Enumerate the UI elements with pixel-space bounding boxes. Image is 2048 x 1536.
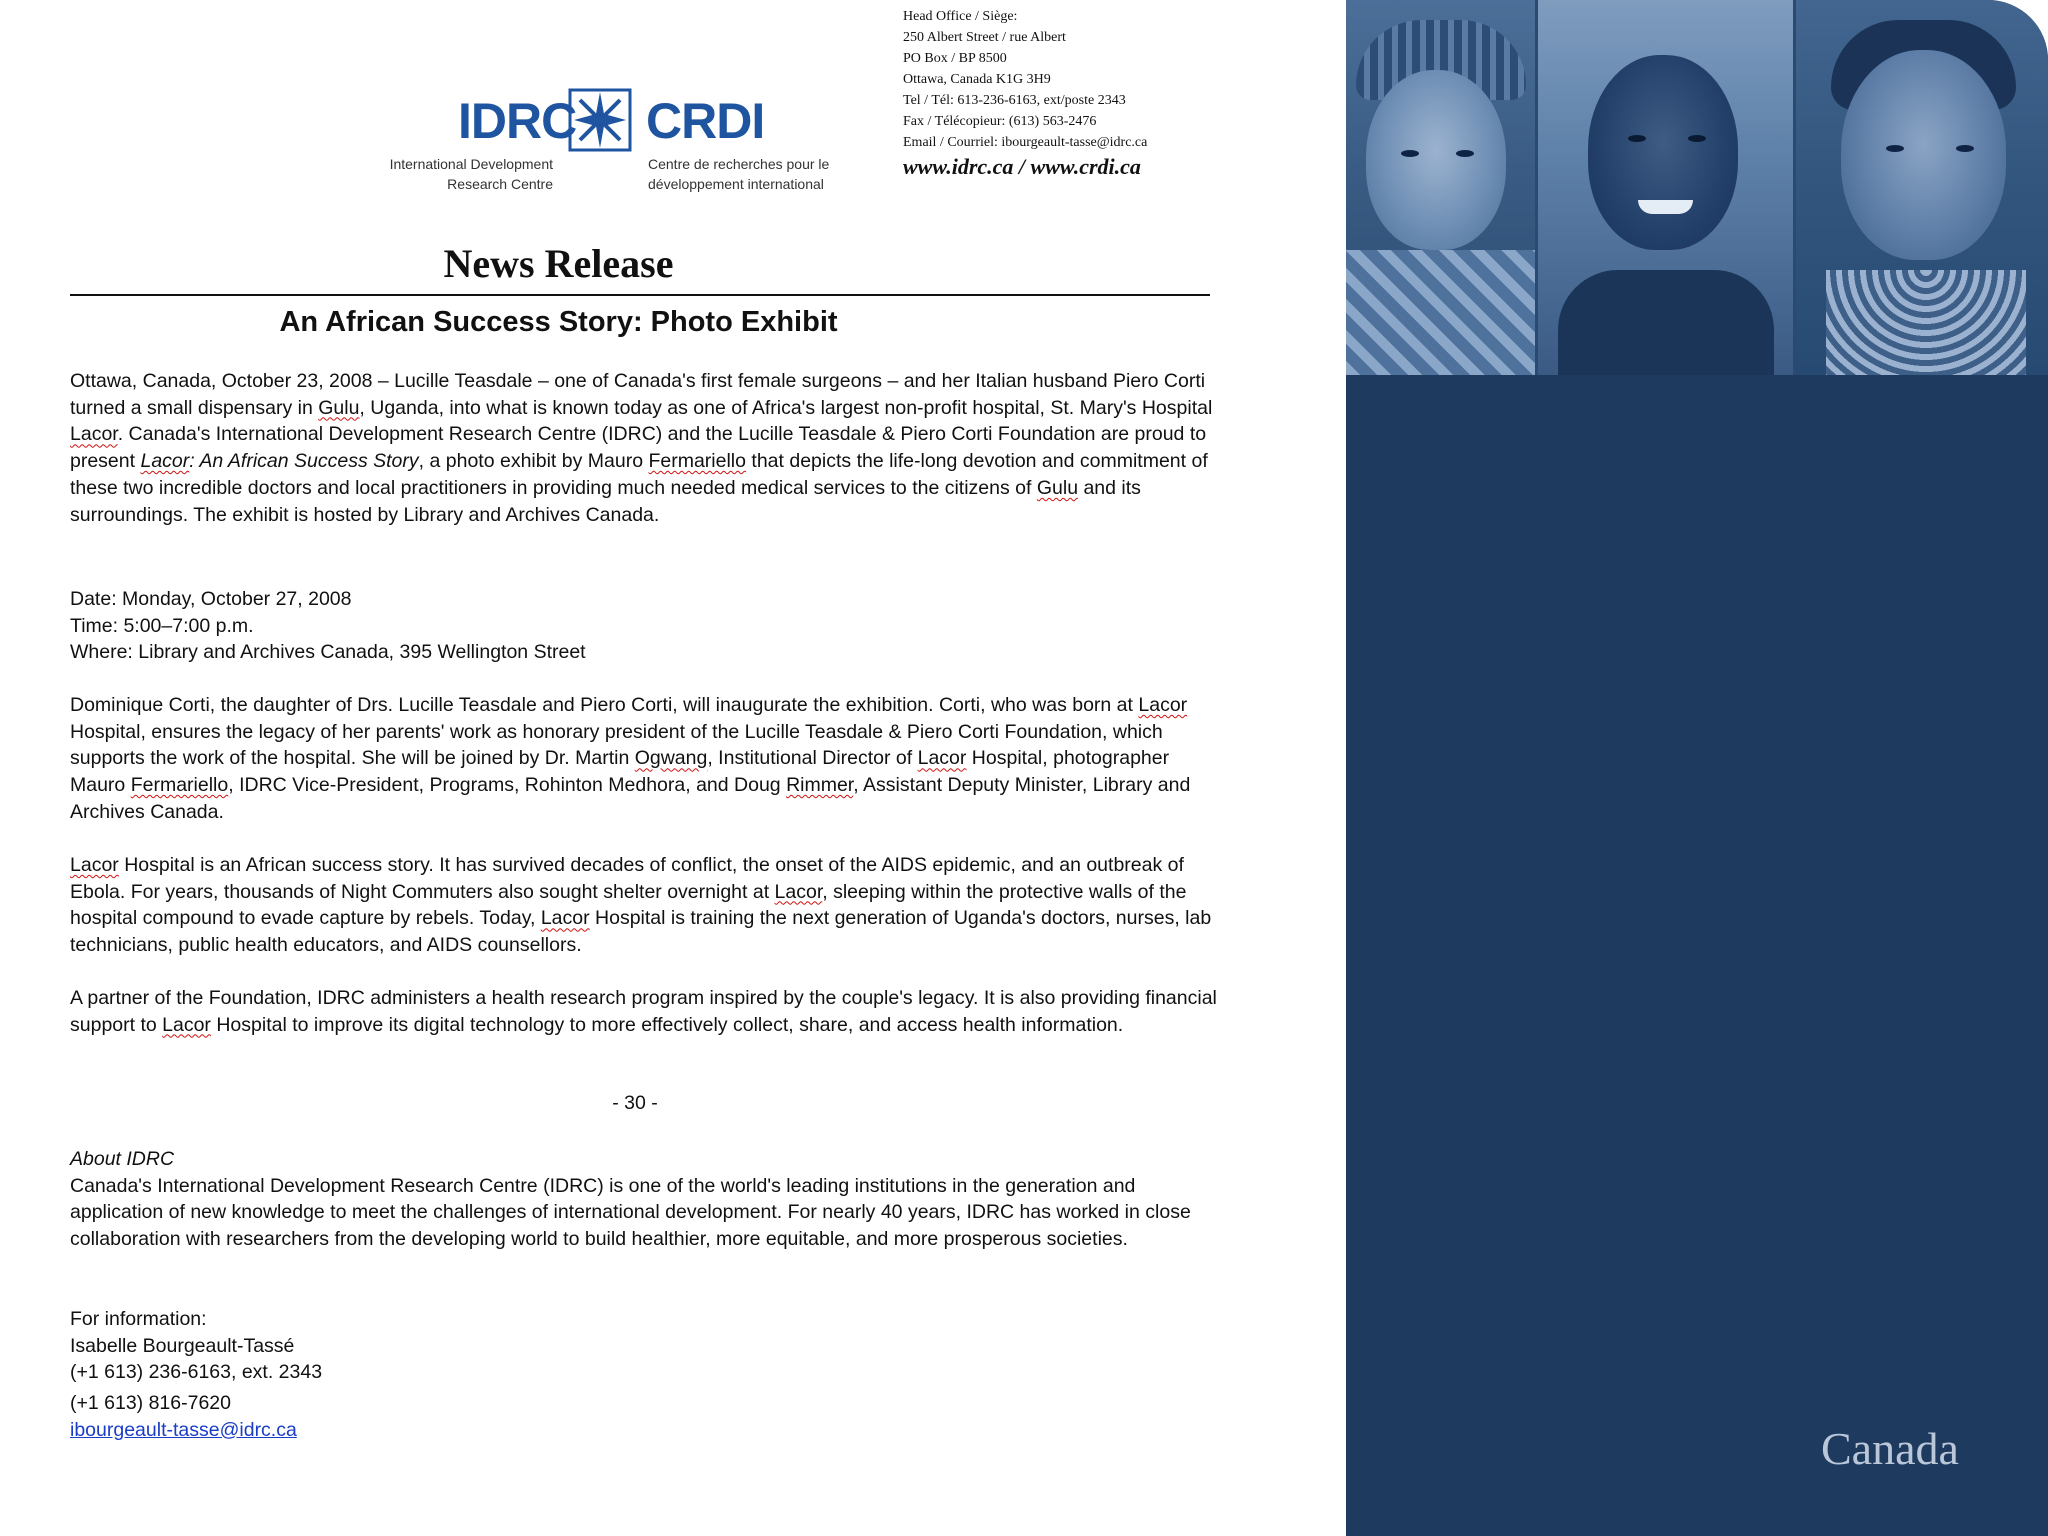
paragraph-corti: Dominique Corti, the daughter of Drs. Lucille Teasdale and Piero Corti, will inaugurate the exhibition. Corti, who was born at Lacor Hospital, ensures the legacy of her parents' work as honorary president of the Lucille Teasdale & Piero Corti Foundation, which supports the work of the hospital. She will be joined by Dr. Martin Ogwang, Institutional Director of Lacor Hospital, photographer Mauro Fermariello, IDRC Vice-President, Programs, Rohinton Medhora, and Doug Rimmer, Assistant Deputy Minister, Library and Archives Canada. [70, 694, 1191, 823]
address-line: Fax / Télécopieur: (613) 563-2476 [903, 114, 1097, 129]
portrait-photo [1796, 0, 2048, 375]
logo-crdi-text: CRDI [646, 93, 765, 149]
event-location: Where: Library and Archives Canada, 395 Wellington Street [70, 641, 586, 664]
paragraph-intro: Ottawa, Canada, October 23, 2008 – Lucille Teasdale – one of Canada's first female surgeons – and her Italian husband Piero Corti turned a small dispensary in Gulu, Uganda, into what is known today as one of Africa's largest non-profit hospital, St. Mary's Hospital Lacor. Canada's International Development Research Centre (IDRC) and the Lucille Teasdale & Piero Corti Foundation are proud to present Lacor: An African Success Story, a photo exhibit by Mauro Fermariello that depicts the life-long devotion and commitment of these two incredible doctors and local practitioners in providing much needed medical services to the citizens of Gulu and its surroundings. The exhibit is hosted by Library and Archives Canada. [70, 370, 1213, 526]
photo-strip [1346, 0, 2048, 375]
paragraph-partner: A partner of the Foundation, IDRC administers a health research program inspired by the couple's legacy. It is also providing financial support to Lacor Hospital to improve its digital technology to more effectively collect, share, and access health information. [70, 987, 1217, 1036]
spelling-flag: Gulu [1036, 476, 1079, 499]
spelling-flag: Lacor [162, 1013, 211, 1036]
spelling-flag: Fermariello [648, 450, 746, 473]
spelling-flag: Lacor [70, 423, 118, 446]
contact-phone: (+1 613) 236-6163, ext. 2343 [70, 1361, 323, 1384]
release-headline: An African Success Story: Photo Exhibit [279, 306, 838, 338]
logo-subtitle-en [378, 154, 553, 194]
contact-email-link[interactable]: ibourgeault-tasse@idrc.ca [70, 1418, 297, 1441]
spelling-flag: Gulu [318, 396, 360, 419]
spelling-flag: Lacor [140, 450, 190, 473]
logo-subtitle-fr-line1: Centre de recherches pour le [648, 156, 830, 172]
address-line: Email / Courriel: ibourgeault-tasse@idrc.ca [903, 135, 1148, 150]
address-line: Head Office / Siège: [903, 9, 1018, 24]
news-release-title: News Release [443, 241, 674, 286]
address-line: Ottawa, Canada K1G 3H9 [903, 72, 1051, 87]
address-line: Tel / Tél: 613-236-6163, ext/poste 2343 [903, 93, 1126, 108]
office-address [903, 6, 1223, 181]
maple-star-icon [566, 86, 634, 154]
spelling-flag: Lacor [1138, 694, 1188, 716]
logo-subtitle-en-line2: Research Centre [447, 176, 553, 192]
contact-phone-mobile: (+1 613) 816-7620 [70, 1392, 231, 1415]
portrait-photo [1346, 0, 1535, 375]
event-details [70, 586, 1220, 666]
about-text: Canada's International Development Research Centre (IDRC) is one of the world's leading institutions in the generation and application of new knowledge to meet the challenges of international development. For nearly 40 years, IDRC has worked in close collaboration with researchers from the developing world to build healthier, more equitable, and more prosperous societies. [70, 1174, 1191, 1251]
paragraph-lacor: Lacor Hospital is an African success story. It has survived decades of conflict, the onset of the AIDS epidemic, and an outbreak of Ebola. For years, thousands of Night Commuters also sought shelter overnight at Lacor, sleeping within the protective walls of the hospital compound to evade capture by rebels. Today, Lacor Hospital is training the next generation of Uganda's doctors, nurses, lab technicians, public health educators, and AIDS counsellors. [70, 854, 1212, 957]
address-line: 250 Albert Street / rue Albert [903, 30, 1066, 45]
spelling-flag: Lacor [540, 907, 590, 930]
decorative-sidebar [1346, 0, 2048, 1536]
idrc-crdi-logo [378, 82, 838, 202]
contact-label: For information: [70, 1308, 207, 1330]
contact-name: Isabelle Bourgeault-Tassé [70, 1334, 295, 1357]
portrait-photo [1535, 0, 1796, 375]
logo-idrc-text: IDRC [458, 93, 577, 149]
canada-wordmark: Canada [1821, 1423, 1959, 1474]
title-divider [70, 294, 1210, 296]
logo-subtitle-fr [648, 154, 848, 194]
contact-block [70, 1306, 1220, 1444]
event-time: Time: 5:00–7:00 p.m. [70, 614, 254, 637]
spelling-flag: Ogwang [634, 747, 708, 770]
event-date: Date: Monday, October 27, 2008 [70, 588, 352, 610]
website-link[interactable]: www.idrc.ca / www.crdi.ca [903, 154, 1141, 179]
spelling-flag: Fermariello [130, 774, 229, 797]
logo-subtitle-en-line1: International Development [389, 156, 553, 172]
end-mark: - 30 - [612, 1092, 658, 1114]
logo-subtitle-fr-line2: développement international [648, 176, 824, 192]
about-title: About IDRC [70, 1148, 175, 1170]
about-section [70, 1146, 1220, 1253]
spelling-flag: Lacor [70, 854, 119, 876]
spelling-flag: Lacor [774, 880, 823, 903]
spelling-flag: Lacor [917, 747, 967, 770]
spelling-flag: Rimmer [786, 774, 854, 797]
address-line: PO Box / BP 8500 [903, 51, 1007, 66]
